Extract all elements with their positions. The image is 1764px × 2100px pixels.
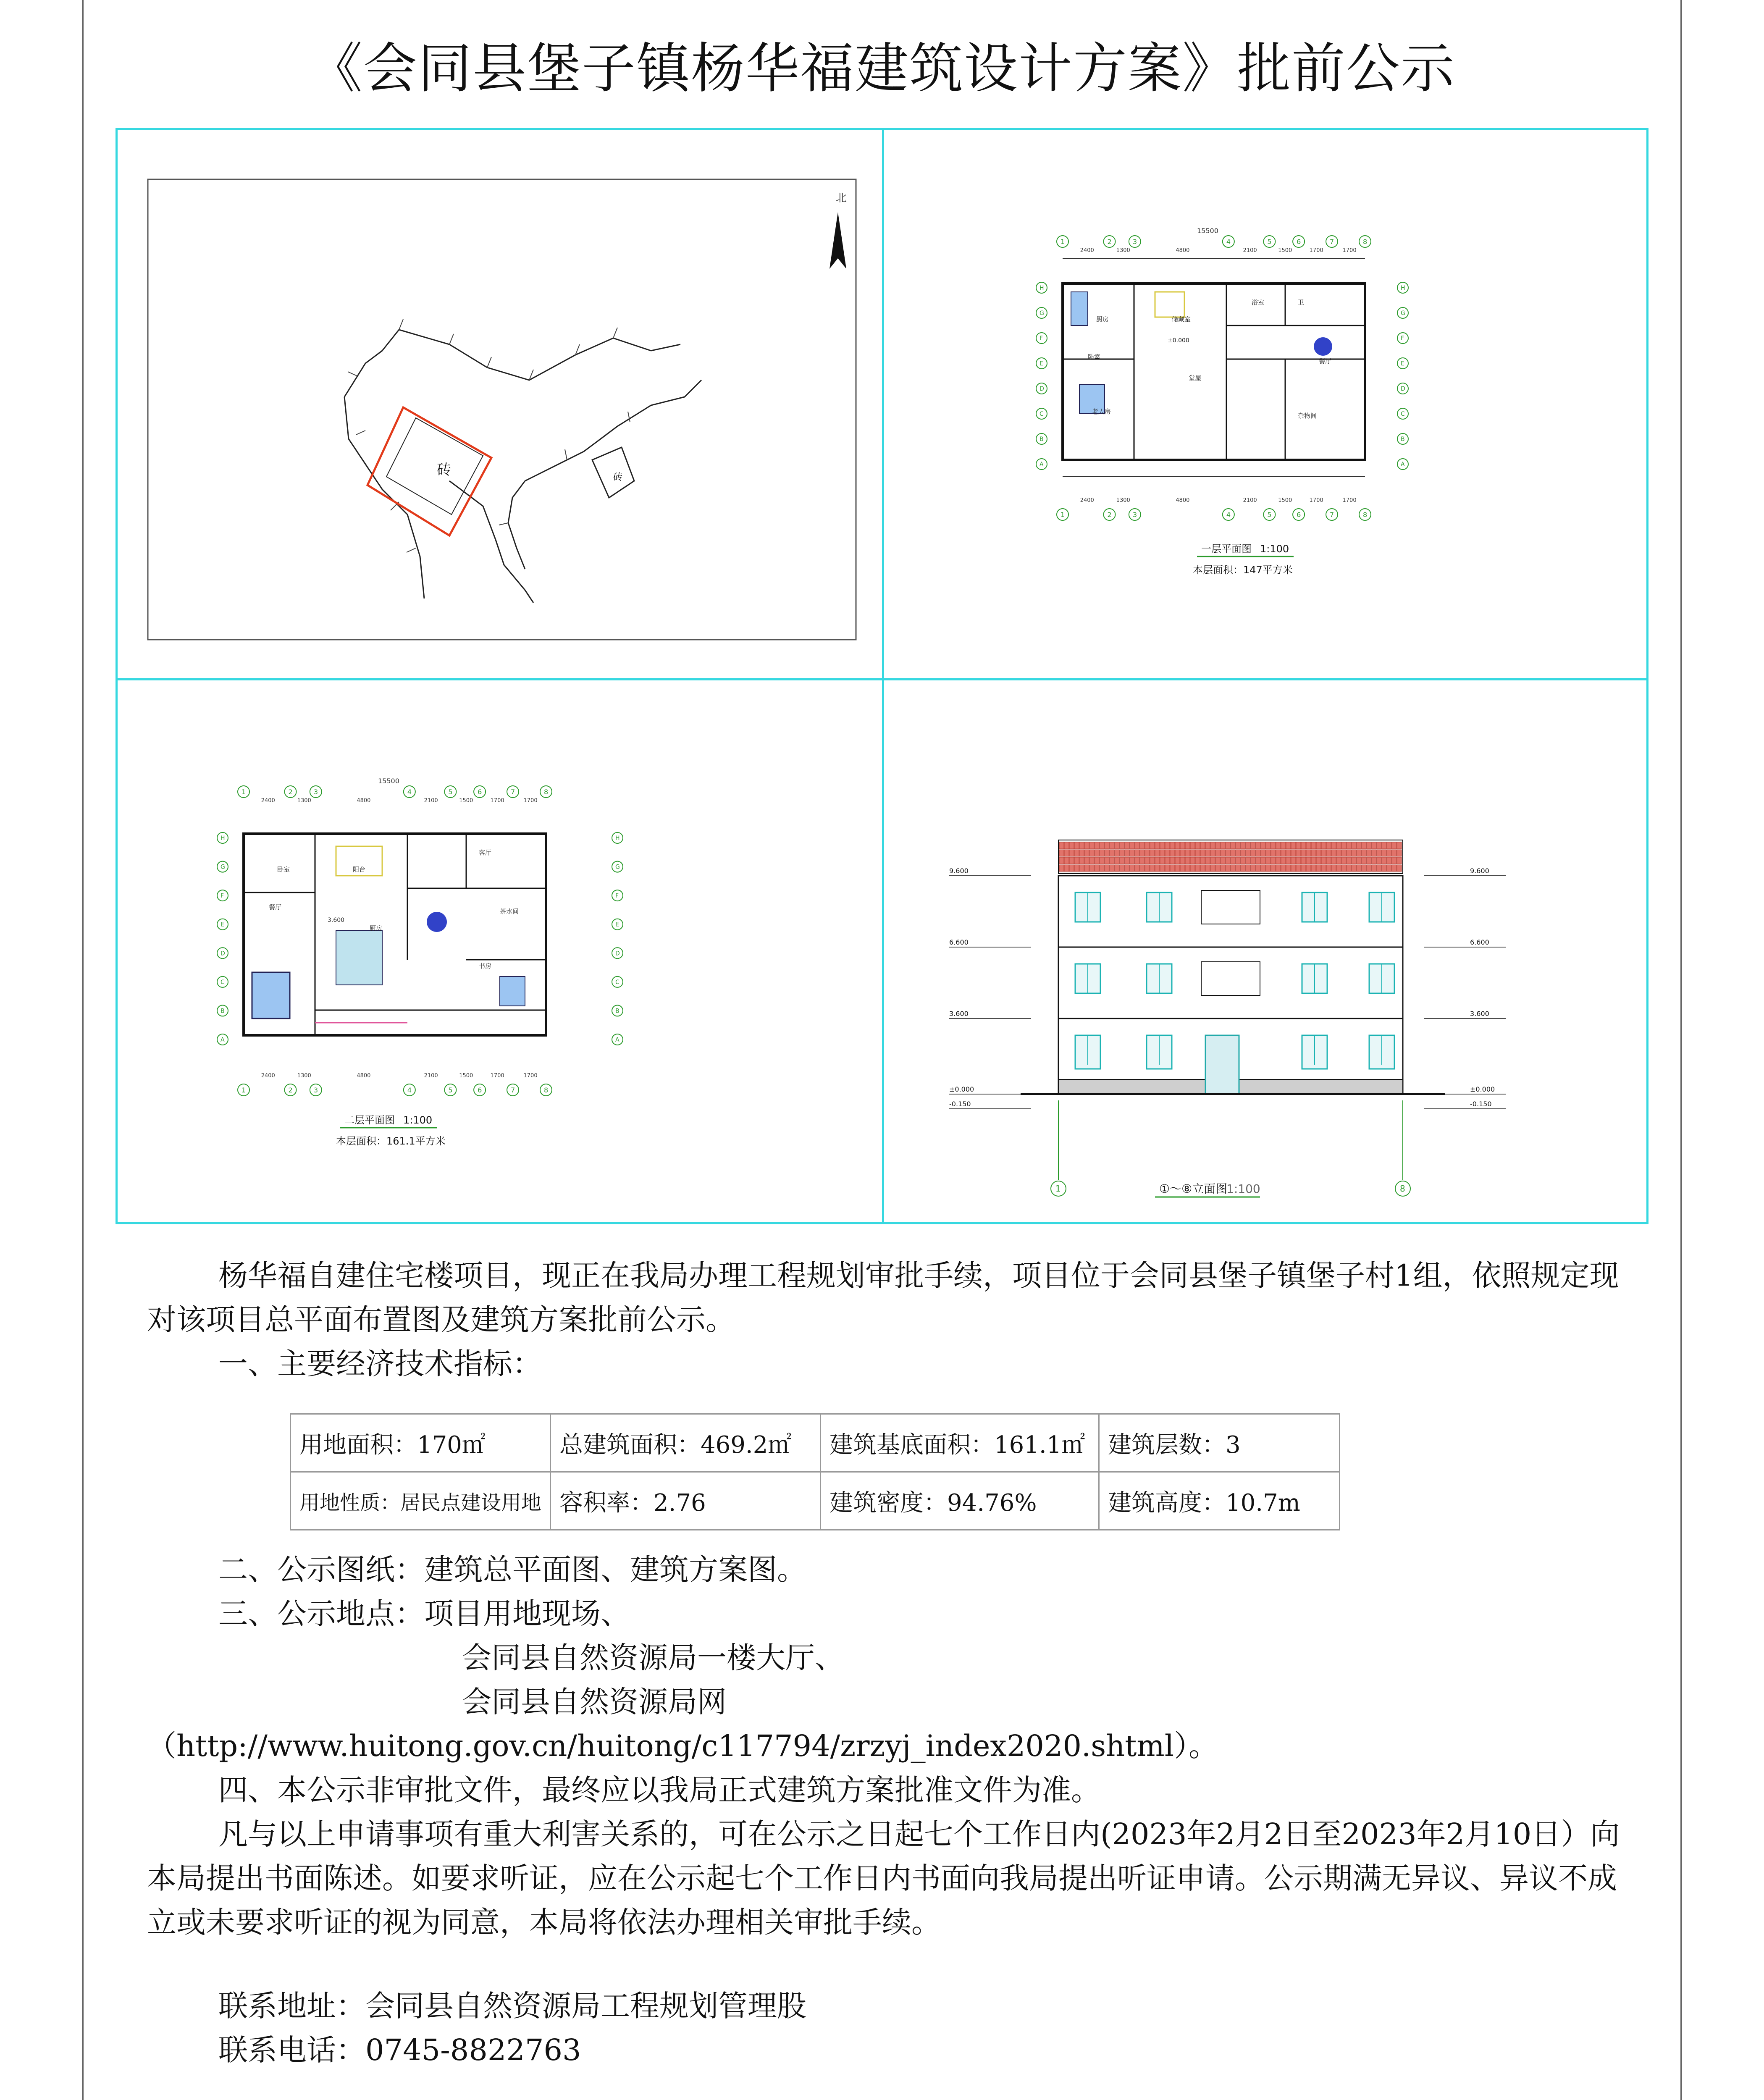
axis-marker: [1223, 236, 1234, 247]
table-cell: 建筑高度：10.7m: [1099, 1472, 1340, 1530]
svg-text:H: H: [615, 835, 620, 842]
section3-a: 三、公示地点：项目用地现场、: [218, 1596, 630, 1631]
dimension-label: 1300: [297, 1073, 311, 1079]
svg-text:A: A: [615, 1037, 620, 1043]
dimension-label: 1700: [490, 1073, 504, 1079]
room-label: 杂物间: [1298, 412, 1317, 420]
svg-text:8: 8: [544, 788, 549, 796]
svg-text:A: A: [220, 1037, 225, 1043]
dimension-label: 1700: [490, 798, 504, 804]
table-cell: 用地面积：170㎡: [291, 1414, 551, 1472]
svg-text:8: 8: [544, 1086, 549, 1094]
notice-sections: [147, 1548, 1642, 1945]
row-axis-marker: [217, 861, 228, 872]
row-axis-marker: [1397, 408, 1408, 419]
floor2-title: 二层平面图: [344, 1114, 395, 1126]
room-label: 堂屋: [1189, 374, 1202, 382]
table-cell: 建筑基底面积：161.1㎡: [821, 1414, 1099, 1472]
elevation-scale: 1:100: [1226, 1182, 1260, 1196]
panel-divider-vertical: [882, 130, 884, 1222]
dimension-label: 2100: [1243, 497, 1257, 504]
window: [1147, 892, 1172, 922]
dimension-label: 1500: [459, 1073, 473, 1079]
window: [1075, 964, 1100, 993]
svg-text:A: A: [1401, 461, 1405, 468]
floor1-scale: 1:100: [1260, 543, 1289, 555]
svg-text:D: D: [1040, 386, 1044, 392]
section2: 二、公示图纸：建筑总平面图、建筑方案图。: [218, 1552, 806, 1587]
svg-text:H: H: [220, 835, 225, 842]
axis-marker: [1129, 236, 1141, 247]
row-axis-marker: [1036, 433, 1047, 444]
dimension-label: 2400: [261, 798, 275, 804]
room-label: 餐厅: [269, 903, 282, 911]
section3-c: 会同县自然资源局网: [462, 1685, 727, 1719]
row-axis-marker: [612, 976, 623, 987]
svg-text:B: B: [615, 1008, 620, 1015]
svg-text:A: A: [1040, 461, 1044, 468]
row-axis-marker: [1036, 408, 1047, 419]
svg-text:G: G: [220, 864, 225, 871]
table-cell: 容积率：2.76: [551, 1472, 821, 1530]
svg-text:1: 1: [242, 788, 246, 796]
room-label: 老人房: [1092, 408, 1111, 415]
axis-marker: [474, 786, 486, 798]
level-label: 3.600: [949, 1010, 969, 1018]
row-axis-marker: [612, 1034, 623, 1045]
row-axis-marker: [1397, 433, 1408, 444]
axis-marker: [1263, 236, 1275, 247]
svg-text:3: 3: [313, 1086, 318, 1094]
dimension-label: 2400: [261, 1073, 275, 1079]
floor1-dimension-labels: [1080, 247, 1357, 504]
dimension-label: 4800: [357, 1073, 371, 1079]
row-axis-marker: [1036, 333, 1047, 344]
svg-text:2: 2: [288, 788, 293, 796]
svg-text:E: E: [1401, 360, 1404, 367]
row-axis-marker: [612, 832, 623, 843]
axis-marker: [1326, 509, 1338, 520]
window: [1302, 964, 1327, 993]
table-cell: 总建筑面积：469.2㎡: [551, 1414, 821, 1472]
floor1-axis-row-top: [1057, 236, 1371, 520]
axis-marker: [1326, 236, 1338, 247]
dimension-label: 2400: [1080, 497, 1094, 504]
svg-text:C: C: [1040, 411, 1044, 417]
svg-text:G: G: [615, 864, 620, 871]
table-cell: 用地性质：居民点建设用地: [291, 1472, 551, 1530]
axis-marker: [474, 1084, 486, 1096]
axis-marker: [444, 1084, 456, 1096]
axis-marker: [1293, 236, 1305, 247]
elevation-axis-right: 8: [1400, 1184, 1405, 1194]
dimension-label: 2100: [1243, 247, 1257, 254]
svg-text:8: 8: [1363, 511, 1368, 519]
svg-text:F: F: [615, 892, 619, 900]
floor2-overall-dim: 15500: [378, 777, 399, 785]
svg-text:7: 7: [1330, 238, 1334, 246]
axis-marker: [1103, 236, 1115, 247]
svg-text:C: C: [220, 979, 225, 986]
section5: 凡与以上申请事项有重大利害关系的，可在公示之日起七个工作日内(2023年2月2日至2023年2月10日）向本局提出书面陈述。如要求听证，应在公示起七个工作日内书面向我局提出听证申请。公示期满无异议、异议不成立或未要求听证的视为同意，本局将依法办理相关审批手续。: [147, 1817, 1620, 1940]
level-label: 6.600: [1470, 938, 1489, 946]
axis-marker: [1103, 509, 1115, 520]
dimension-label: 1300: [1116, 497, 1130, 504]
svg-text:C: C: [1401, 411, 1405, 417]
svg-text:6: 6: [1297, 238, 1301, 246]
svg-text:3: 3: [1132, 511, 1137, 519]
row-axis-marker: [612, 861, 623, 872]
svg-text:5: 5: [448, 1086, 453, 1094]
row-axis-marker: [217, 976, 228, 987]
dimension-label: 4800: [1176, 247, 1190, 254]
contact-phone: 联系电话：0745-8822763: [218, 2033, 581, 2067]
svg-text:H: H: [1040, 285, 1044, 291]
room-label: 餐厅: [1319, 357, 1332, 365]
room-label: 厨房: [1096, 315, 1109, 323]
row-axis-marker: [217, 890, 228, 901]
dimension-label: 2100: [424, 798, 438, 804]
floor1-title: 一层平面图: [1201, 543, 1252, 555]
row-axis-marker: [612, 919, 623, 930]
dimension-label: 2100: [424, 1073, 438, 1079]
adjacent-building-label: 砖: [613, 472, 623, 483]
window: [1147, 1035, 1172, 1069]
svg-text:1: 1: [1060, 238, 1065, 246]
level-label: 9.600: [949, 867, 969, 875]
svg-text:5: 5: [1267, 238, 1272, 246]
table-cell: 建筑层数：3: [1099, 1414, 1340, 1472]
window: [1369, 892, 1394, 922]
row-axis-marker: [1036, 307, 1047, 318]
window: [1147, 964, 1172, 993]
table-cell: 建筑密度：94.76%: [821, 1472, 1099, 1530]
svg-text:E: E: [615, 921, 619, 928]
svg-text:D: D: [615, 950, 620, 957]
section3-b: 会同县自然资源局一楼大厅、: [462, 1641, 844, 1675]
dimension-label: 1700: [523, 1073, 538, 1079]
panel-divider-horizontal: [118, 678, 1646, 680]
floor1-area: 本层面积：147平方米: [1193, 564, 1293, 576]
floor2-level: 3.600: [328, 917, 345, 924]
svg-text:6: 6: [478, 788, 482, 796]
room-label: 厨房: [370, 924, 383, 932]
svg-text:5: 5: [448, 788, 453, 796]
level-label: -0.150: [949, 1100, 971, 1108]
axis-marker: [404, 1084, 415, 1096]
elevation-title: ①～⑧立面图: [1159, 1182, 1228, 1196]
window: [1302, 1035, 1327, 1069]
floor1-overall-dim: 15500: [1197, 227, 1218, 235]
axis-marker: [507, 786, 519, 798]
row-axis-marker: [1397, 333, 1408, 344]
row-axis-marker: [612, 890, 623, 901]
axis-marker: [404, 786, 415, 798]
svg-text:4: 4: [1226, 238, 1231, 246]
floor1-level: ±0.000: [1168, 337, 1189, 344]
dimension-label: 1300: [297, 798, 311, 804]
svg-text:F: F: [1401, 335, 1404, 342]
svg-text:2: 2: [1107, 511, 1112, 519]
dimension-label: 1700: [1342, 497, 1357, 504]
floor1-plan-drawing: [1033, 220, 1529, 640]
dimension-label: 4800: [1176, 497, 1190, 504]
svg-text:1: 1: [242, 1086, 246, 1094]
svg-text:8: 8: [1363, 238, 1368, 246]
svg-text:F: F: [220, 892, 224, 900]
row-axis-marker: [1036, 282, 1047, 293]
axis-marker: [310, 786, 322, 798]
floor2-axis-row-top: [238, 786, 552, 1096]
notice-intro: [147, 1254, 1642, 1386]
svg-text:D: D: [1401, 386, 1405, 392]
svg-text:G: G: [1040, 310, 1044, 317]
row-axis-marker: [1397, 383, 1408, 394]
dimension-label: 1700: [1342, 247, 1357, 254]
table-row: [291, 1472, 1340, 1530]
axis-marker: [1129, 509, 1141, 520]
axis-marker: [1359, 509, 1371, 520]
axis-marker: [507, 1084, 519, 1096]
row-axis-marker: [1036, 459, 1047, 470]
svg-text:2: 2: [288, 1086, 293, 1094]
svg-text:3: 3: [1132, 238, 1137, 246]
axis-marker: [284, 786, 296, 798]
level-label: ±0.000: [949, 1085, 974, 1093]
axis-marker: [310, 1084, 322, 1096]
axis-marker: [1293, 509, 1305, 520]
level-label: 3.600: [1470, 1010, 1489, 1018]
row-axis-marker: [217, 1005, 228, 1016]
row-axis-marker: [1397, 282, 1408, 293]
svg-text:C: C: [615, 979, 620, 986]
svg-text:G: G: [1401, 310, 1405, 317]
north-label: 北: [836, 192, 847, 205]
svg-text:D: D: [220, 950, 225, 957]
section1-heading: 一、主要经济技术指标：: [218, 1347, 542, 1381]
row-axis-marker: [217, 1034, 228, 1045]
technical-indicators-table: [290, 1413, 1340, 1530]
row-axis-marker: [217, 832, 228, 843]
row-axis-marker: [1397, 307, 1408, 318]
axis-marker: [238, 1084, 249, 1096]
axis-marker: [1057, 509, 1068, 520]
north-arrow-icon: [830, 212, 846, 269]
floor2-room-labels: [269, 849, 519, 970]
contact-address: 联系地址：会同县自然资源局工程规划管理股: [218, 1989, 806, 2023]
row-axis-marker: [1036, 358, 1047, 369]
row-axis-marker: [217, 919, 228, 930]
floor2-dimension-labels: [261, 798, 538, 1079]
room-label: 客厅: [479, 849, 492, 856]
svg-text:4: 4: [407, 1086, 412, 1094]
svg-text:6: 6: [478, 1086, 482, 1094]
axis-marker: [1359, 236, 1371, 247]
level-label: ±0.000: [1470, 1085, 1495, 1093]
floor2-area: 本层面积：161.1平方米: [336, 1135, 446, 1147]
room-label: 茶水间: [500, 908, 519, 915]
svg-text:7: 7: [511, 788, 515, 796]
site-building-label: 砖: [437, 462, 451, 478]
intro-paragraph: 杨华福自建住宅楼项目，现正在我局办理工程规划审批手续，项目位于会同县堡子镇堡子村1组，依照规定现对该项目总平面布置图及建筑方案批前公示。: [147, 1258, 1619, 1337]
svg-text:4: 4: [1226, 511, 1231, 519]
dimension-label: 1700: [1309, 247, 1323, 254]
window: [1302, 892, 1327, 922]
dimension-label: 1300: [1116, 247, 1130, 254]
svg-text:B: B: [220, 1008, 225, 1015]
window: [1369, 1035, 1394, 1069]
level-label: 9.600: [1470, 867, 1489, 875]
level-label: -0.150: [1470, 1100, 1492, 1108]
row-axis-marker: [612, 948, 623, 958]
site-boundary: [368, 407, 491, 536]
svg-text:2: 2: [1107, 238, 1112, 246]
svg-text:E: E: [220, 921, 224, 928]
svg-text:H: H: [1401, 285, 1405, 291]
row-axis-marker: [1397, 358, 1408, 369]
window: [1369, 964, 1394, 993]
window: [1075, 1035, 1100, 1069]
elevation-axis-left: 1: [1055, 1184, 1061, 1194]
dimension-label: 1700: [1309, 497, 1323, 504]
axis-marker: [540, 1084, 552, 1096]
row-axis-marker: [217, 948, 228, 958]
row-axis-marker: [612, 1005, 623, 1016]
svg-text:1: 1: [1060, 511, 1065, 519]
svg-text:7: 7: [511, 1086, 515, 1094]
room-label: 卧室: [277, 866, 290, 873]
axis-marker: [444, 786, 456, 798]
svg-text:7: 7: [1330, 511, 1334, 519]
section3-url[interactable]: （http://www.huitong.gov.cn/huitong/c117794/zrzyj_index2020.shtml）。: [147, 1729, 1218, 1763]
window: [1075, 892, 1100, 922]
dimension-label: 1500: [459, 798, 473, 804]
row-axis-marker: [1397, 459, 1408, 470]
dimension-label: 1700: [523, 798, 538, 804]
floor1-row-axes: [1036, 282, 1408, 470]
floor1-outline: [1063, 284, 1365, 460]
room-label: 储藏室: [1172, 315, 1191, 323]
room-label: 卧室: [1088, 353, 1101, 361]
dimension-label: 1500: [1278, 497, 1292, 504]
section4: 四、本公示非审批文件，最终应以我局正式建筑方案批准文件为准。: [218, 1773, 1100, 1807]
page-title: 《会同县堡子镇杨华福建筑设计方案》批前公示: [308, 37, 1455, 100]
axis-marker: [540, 786, 552, 798]
site-plan-drawing: [147, 178, 857, 640]
svg-text:E: E: [1040, 360, 1043, 367]
room-label: 卫: [1298, 299, 1305, 306]
svg-text:F: F: [1040, 335, 1043, 342]
svg-text:B: B: [1040, 436, 1044, 443]
dimension-label: 4800: [357, 798, 371, 804]
svg-text:5: 5: [1267, 511, 1272, 519]
room-label: 书房: [479, 962, 492, 970]
svg-text:B: B: [1401, 436, 1405, 443]
svg-text:3: 3: [313, 788, 318, 796]
floor2-scale: 1:100: [403, 1114, 433, 1126]
elevation-drawing: [924, 802, 1596, 1222]
table-row: [291, 1414, 1340, 1472]
dimension-label: 2400: [1080, 247, 1094, 254]
axis-marker: [1057, 236, 1068, 247]
row-axis-marker: [1036, 383, 1047, 394]
drawing-panel-grid: [116, 128, 1648, 1224]
axis-marker: [1223, 509, 1234, 520]
room-label: 阳台: [353, 866, 366, 873]
svg-text:4: 4: [407, 788, 412, 796]
svg-text:6: 6: [1297, 511, 1301, 519]
axis-marker: [1263, 509, 1275, 520]
elevation-door: [1205, 1035, 1239, 1094]
room-label: 浴室: [1252, 299, 1265, 306]
level-label: 6.600: [949, 938, 969, 946]
axis-marker: [238, 786, 249, 798]
dimension-label: 1500: [1278, 247, 1292, 254]
axis-marker: [284, 1084, 296, 1096]
floor2-plan-drawing: [197, 771, 743, 1191]
